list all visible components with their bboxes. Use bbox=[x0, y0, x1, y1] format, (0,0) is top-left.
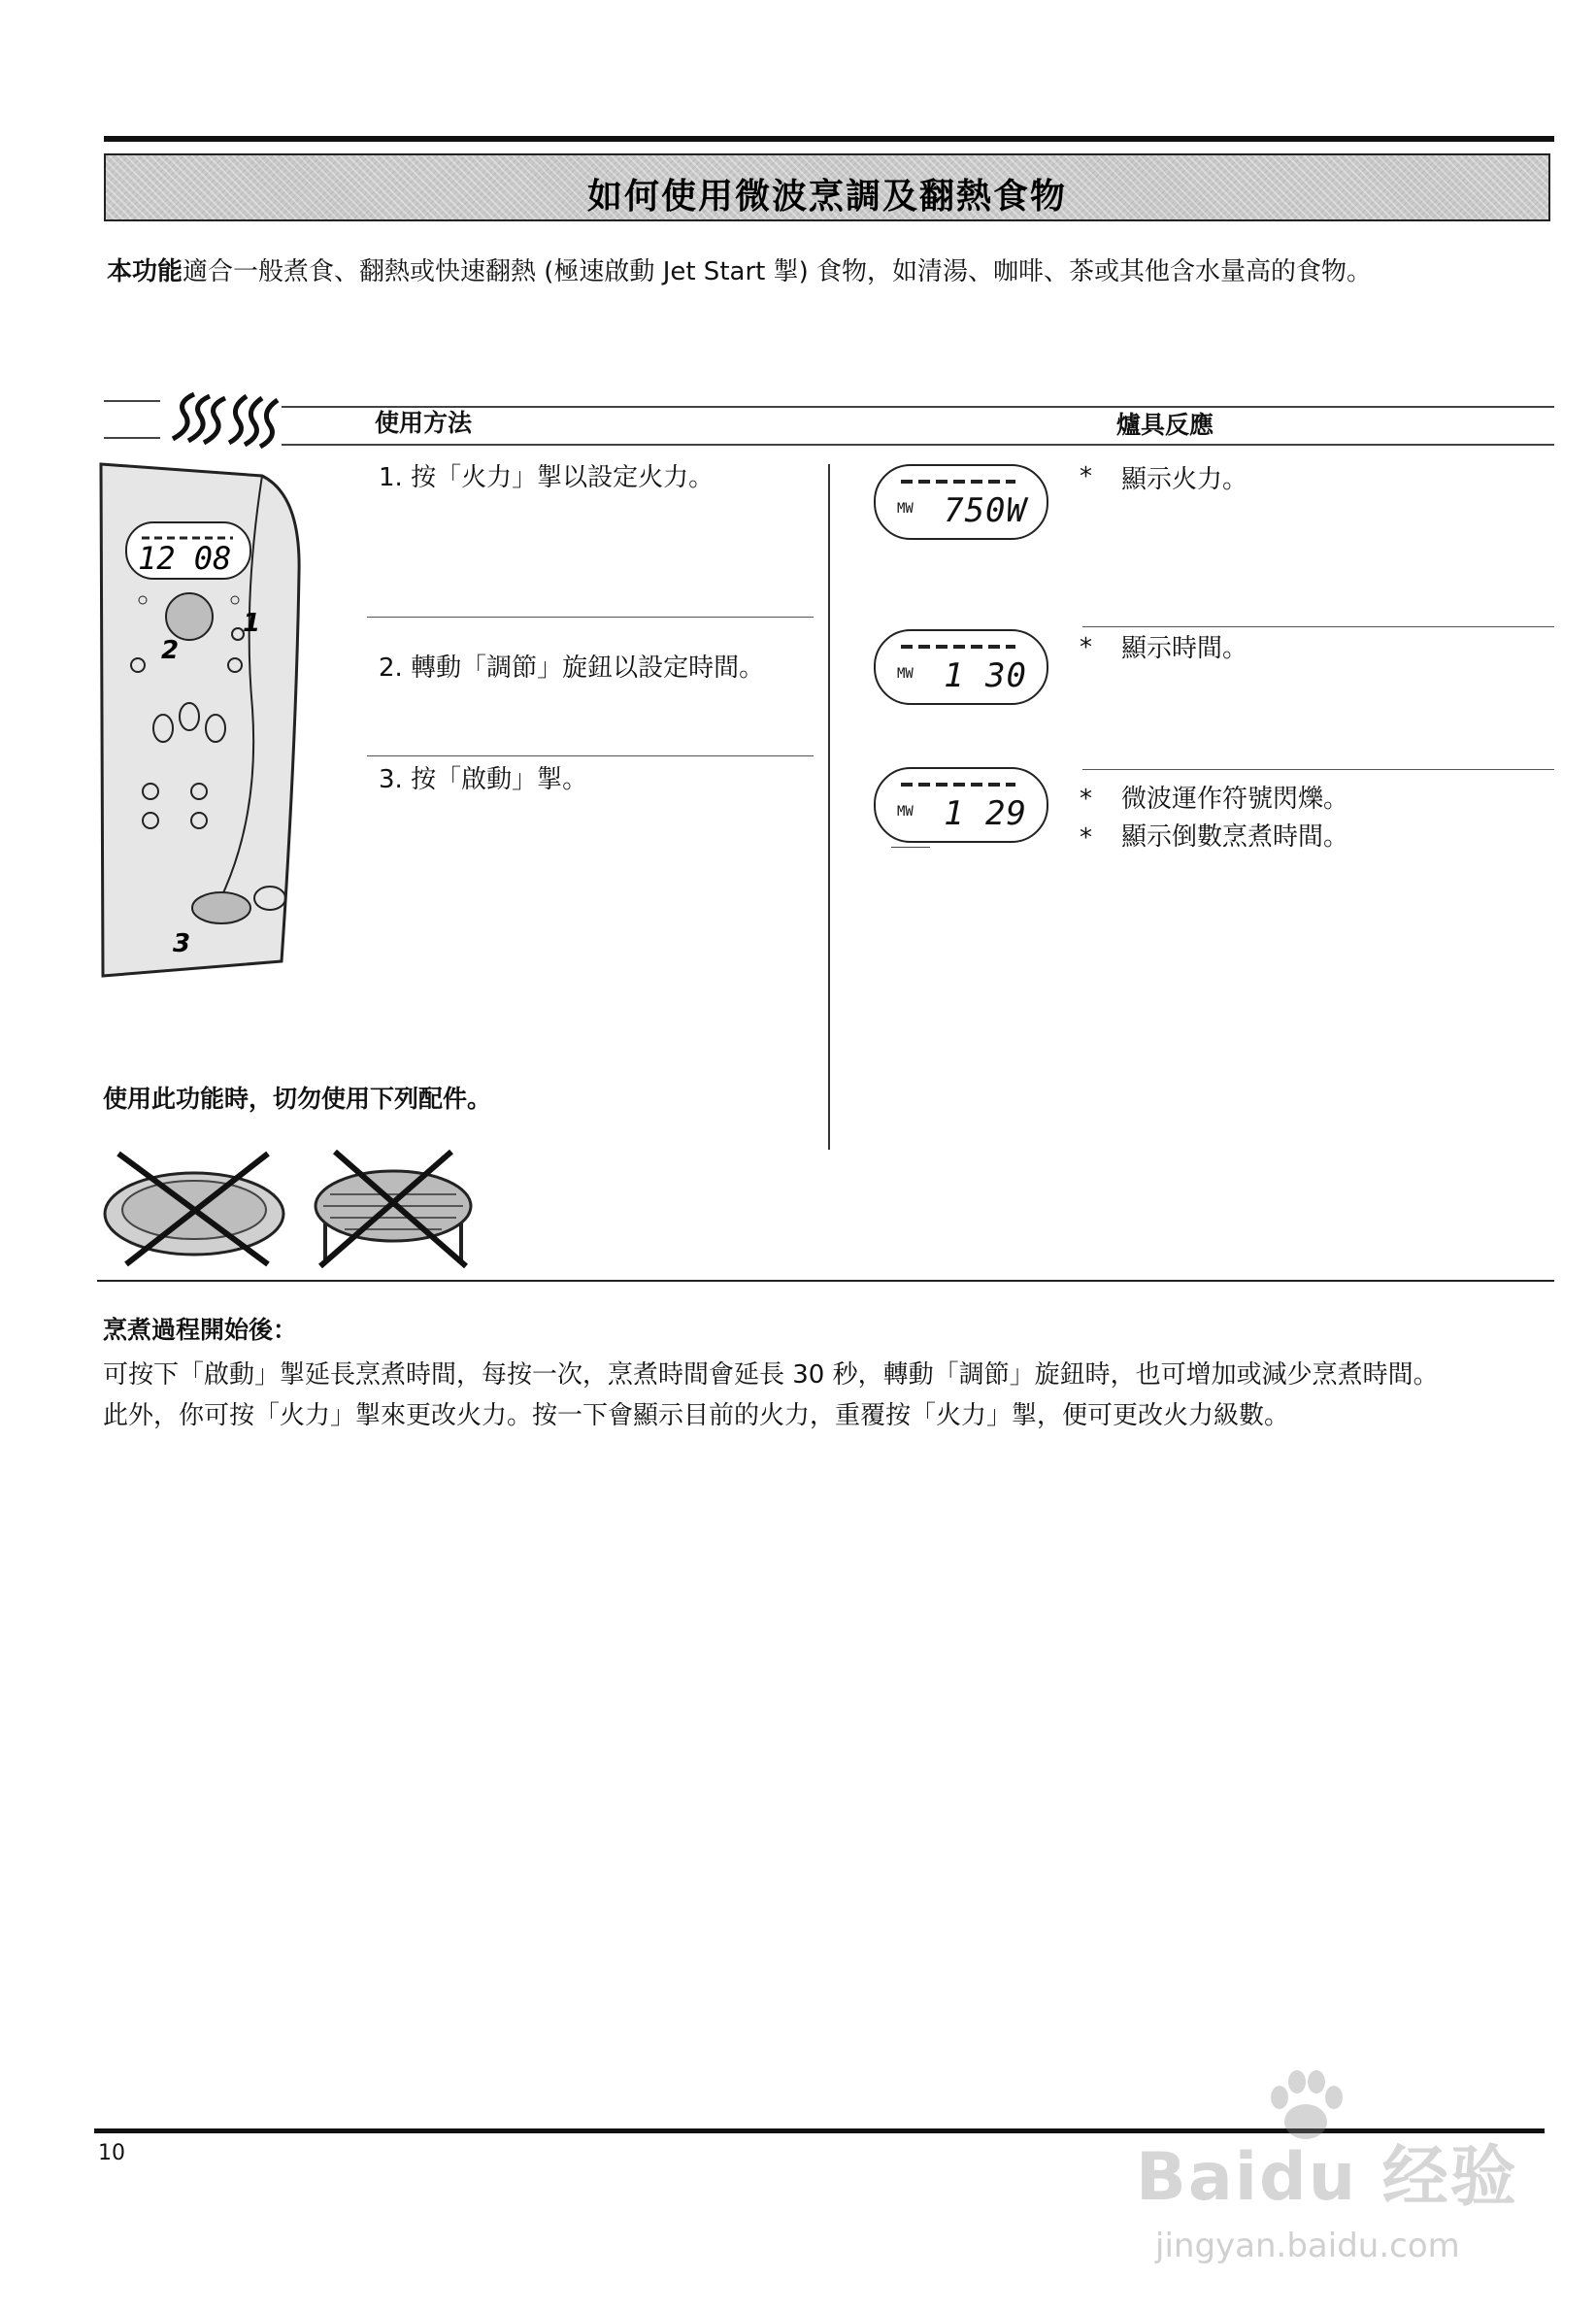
lcd-dash-row bbox=[901, 645, 1015, 649]
lcd-mw-label: MW bbox=[897, 501, 914, 517]
response-2-bullet: * bbox=[1080, 633, 1092, 662]
panel-display-time: 12 08 bbox=[138, 540, 232, 577]
response-3a-bullet: * bbox=[1080, 785, 1092, 814]
after-start-heading: 烹煮過程開始後： bbox=[103, 1316, 298, 1344]
lcd-mw-label: MW bbox=[897, 666, 914, 682]
response-3b-bullet: * bbox=[1080, 823, 1092, 853]
step-2-divider bbox=[367, 755, 814, 756]
title-banner bbox=[104, 153, 1550, 221]
lcd-display-countdown bbox=[874, 767, 1048, 843]
after-start-line-1: 可按下「啟動」掣延長烹煮時間，每按一次，烹煮時間會延長 30 秒，轉動「調節」旋鈕時，也可增加或減少烹煮時間。 bbox=[103, 1360, 1439, 1390]
column-header-method: 使用方法 bbox=[375, 409, 473, 437]
page-title: 如何使用微波烹調及翻熱食物 bbox=[586, 177, 1067, 217]
lcd-display-time bbox=[874, 629, 1048, 705]
response-3b-text: 顯示倒數烹煮時間。 bbox=[1121, 822, 1349, 852]
intro-lead: 本功能 bbox=[107, 257, 183, 286]
step-1-text: 1. 按「火力」掣以設定火力。 bbox=[379, 463, 715, 492]
panel-label-3: 3 bbox=[173, 929, 191, 958]
header-left-rule bbox=[104, 400, 160, 402]
intro-text: 適合一般煮食、翻熱或快速翻熱 (極速啟動 Jet Start 掣) 食物，如清湯、咖啡、茶或其他含水量高的食物。 bbox=[183, 257, 1373, 286]
paw-watermark-icon bbox=[1262, 2068, 1349, 2146]
lcd-dash-row bbox=[901, 783, 1015, 787]
lcd-value-countdown: 1 29 bbox=[944, 794, 1027, 833]
page-number: 10 bbox=[98, 2141, 125, 2165]
response-3a-text: 微波運作符號閃爍。 bbox=[1121, 785, 1349, 814]
response-1-text: 顯示火力。 bbox=[1121, 465, 1248, 494]
header-rule bbox=[282, 406, 1554, 408]
panel-label-2: 2 bbox=[161, 636, 180, 665]
microwave-wave-icon bbox=[165, 388, 282, 449]
control-panel-illustration bbox=[97, 456, 311, 981]
section-rule bbox=[97, 1280, 1554, 1282]
lcd-value-power: 750W bbox=[944, 491, 1027, 530]
response-2-text: 顯示時間。 bbox=[1121, 634, 1248, 663]
step-1-divider bbox=[367, 617, 814, 618]
header-left-rule-lower bbox=[104, 437, 160, 439]
response-1-bullet: * bbox=[1080, 462, 1092, 491]
lcd-dash-row bbox=[901, 480, 1015, 484]
response-2-divider bbox=[1082, 769, 1554, 770]
panel-label-1: 1 bbox=[243, 609, 261, 638]
watermark-url: jingyan.baidu.com bbox=[1155, 2227, 1460, 2265]
lcd-display-power bbox=[874, 464, 1048, 540]
intro-paragraph bbox=[107, 254, 1372, 289]
accessory-warning: 使用此功能時，切勿使用下列配件。 bbox=[103, 1085, 492, 1113]
response-1-divider bbox=[1082, 626, 1554, 627]
column-header-response: 爐具反應 bbox=[1116, 411, 1214, 439]
header-rule-lower bbox=[282, 444, 1554, 446]
crossed-out-grill-rack-icon bbox=[296, 1146, 490, 1272]
lcd-underline bbox=[891, 847, 930, 848]
lcd-value-time: 1 30 bbox=[944, 656, 1027, 695]
step-3-text: 3. 按「啟動」掣。 bbox=[379, 765, 588, 794]
lcd-mw-label: MW bbox=[897, 804, 914, 820]
watermark-brand: Baidu 经验 bbox=[1136, 2139, 1518, 2216]
crossed-out-glass-tray-icon bbox=[97, 1146, 291, 1272]
column-divider bbox=[828, 464, 830, 1150]
top-rule bbox=[104, 136, 1554, 142]
after-start-line-2: 此外，你可按「火力」掣來更改火力。按一下會顯示目前的火力，重覆按「火力」掣，便可更改火力級數。 bbox=[103, 1401, 1290, 1430]
step-2-text: 2. 轉動「調節」旋鈕以設定時間。 bbox=[379, 653, 765, 683]
